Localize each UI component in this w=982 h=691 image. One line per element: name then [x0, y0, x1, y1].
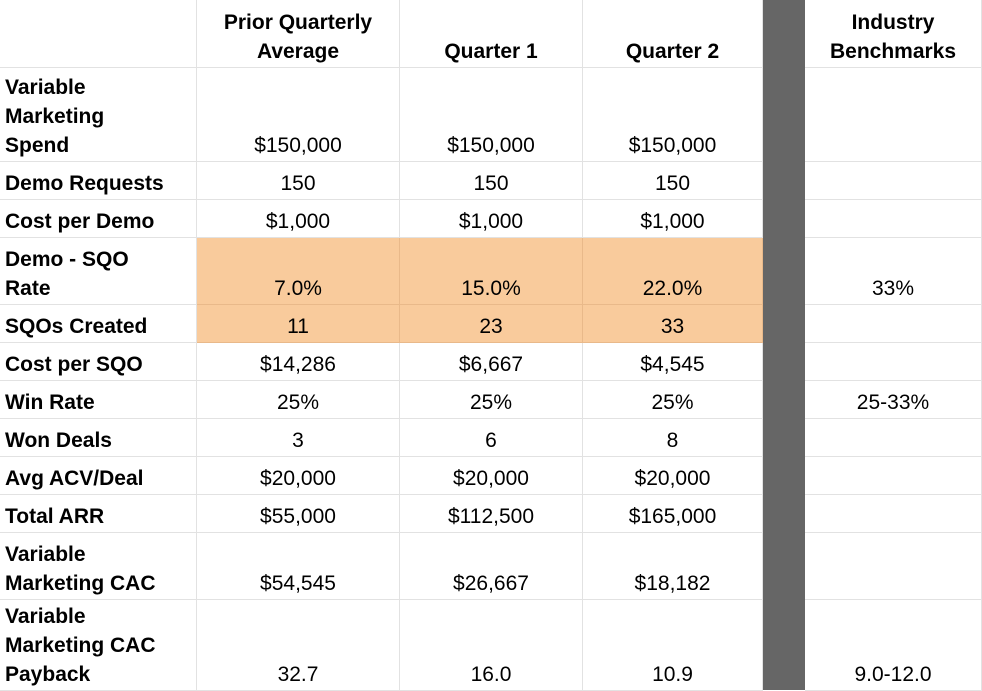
value-cell[interactable]: 16.0	[400, 600, 583, 691]
value-cell[interactable]: $20,000	[583, 457, 763, 495]
row-label[interactable]: Total ARR	[0, 495, 197, 533]
benchmark-cell[interactable]: 25-33%	[805, 381, 982, 419]
value-cell[interactable]: 150	[400, 162, 583, 200]
benchmark-cell[interactable]	[805, 162, 982, 200]
value-cell[interactable]: 32.7	[197, 600, 400, 691]
value-cell[interactable]: $112,500	[400, 495, 583, 533]
value-cell[interactable]: 22.0%	[583, 238, 763, 305]
benchmark-cell[interactable]	[805, 305, 982, 343]
column-separator	[763, 0, 805, 690]
header-quarter-2[interactable]: Quarter 2	[583, 0, 763, 68]
value-cell[interactable]: $150,000	[400, 68, 583, 162]
value-cell[interactable]: 25%	[400, 381, 583, 419]
header-prior-quarterly-average[interactable]: Prior Quarterly Average	[197, 0, 400, 68]
benchmark-cell[interactable]: 33%	[805, 238, 982, 305]
value-cell[interactable]: $4,545	[583, 343, 763, 381]
value-cell[interactable]: $20,000	[197, 457, 400, 495]
row-label[interactable]: Cost per SQO	[0, 343, 197, 381]
value-cell[interactable]: 25%	[583, 381, 763, 419]
value-cell[interactable]: 150	[583, 162, 763, 200]
row-label[interactable]: Variable Marketing Spend	[0, 68, 197, 162]
value-cell[interactable]: 23	[400, 305, 583, 343]
benchmark-cell[interactable]	[805, 200, 982, 238]
value-cell[interactable]: 11	[197, 305, 400, 343]
row-label[interactable]: Won Deals	[0, 419, 197, 457]
value-cell[interactable]: $26,667	[400, 533, 583, 600]
value-cell[interactable]: 15.0%	[400, 238, 583, 305]
benchmark-cell[interactable]: 9.0-12.0	[805, 600, 982, 691]
value-cell[interactable]: $1,000	[583, 200, 763, 238]
header-corner[interactable]	[0, 0, 197, 68]
value-cell[interactable]: 7.0%	[197, 238, 400, 305]
value-cell[interactable]: $6,667	[400, 343, 583, 381]
row-label[interactable]: Cost per Demo	[0, 200, 197, 238]
value-cell[interactable]: 6	[400, 419, 583, 457]
row-label[interactable]: Variable Marketing CAC	[0, 533, 197, 600]
header-industry-benchmarks[interactable]: Industry Benchmarks	[805, 0, 982, 68]
value-cell[interactable]: 33	[583, 305, 763, 343]
benchmark-cell[interactable]	[805, 343, 982, 381]
value-cell[interactable]: 10.9	[583, 600, 763, 691]
row-label[interactable]: Win Rate	[0, 381, 197, 419]
row-label[interactable]: Demo - SQO Rate	[0, 238, 197, 305]
value-cell[interactable]: 3	[197, 419, 400, 457]
value-cell[interactable]: 25%	[197, 381, 400, 419]
row-label[interactable]: Demo Requests	[0, 162, 197, 200]
benchmark-cell[interactable]	[805, 533, 982, 600]
value-cell[interactable]: 150	[197, 162, 400, 200]
benchmark-cell[interactable]	[805, 419, 982, 457]
value-cell[interactable]: 8	[583, 419, 763, 457]
value-cell[interactable]: $150,000	[197, 68, 400, 162]
value-cell[interactable]: $14,286	[197, 343, 400, 381]
value-cell[interactable]: $20,000	[400, 457, 583, 495]
header-quarter-1[interactable]: Quarter 1	[400, 0, 583, 68]
row-label[interactable]: Variable Marketing CAC Payback	[0, 600, 197, 691]
row-label[interactable]: SQOs Created	[0, 305, 197, 343]
row-label[interactable]: Avg ACV/Deal	[0, 457, 197, 495]
value-cell[interactable]: $1,000	[197, 200, 400, 238]
value-cell[interactable]: $55,000	[197, 495, 400, 533]
benchmark-cell[interactable]	[805, 68, 982, 162]
value-cell[interactable]: $165,000	[583, 495, 763, 533]
value-cell[interactable]: $150,000	[583, 68, 763, 162]
benchmark-cell[interactable]	[805, 457, 982, 495]
benchmark-cell[interactable]	[805, 495, 982, 533]
value-cell[interactable]: $1,000	[400, 200, 583, 238]
value-cell[interactable]: $18,182	[583, 533, 763, 600]
value-cell[interactable]: $54,545	[197, 533, 400, 600]
